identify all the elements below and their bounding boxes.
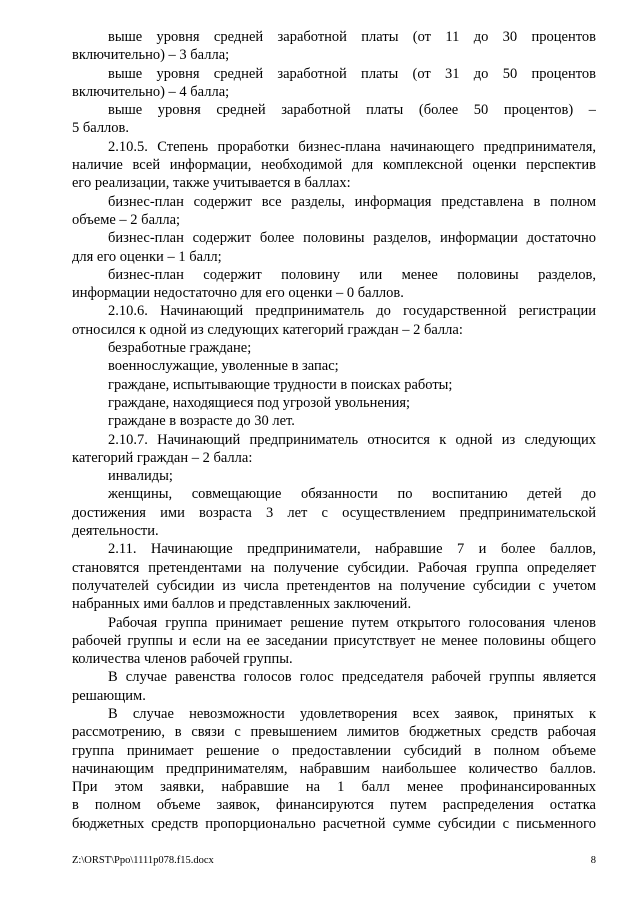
text-line: выше уровня средней заработной платы (от 31 до 50 процентов: [108, 65, 596, 82]
text-line: выше уровня средней заработной платы (более 50 процентов) –: [108, 102, 596, 119]
text-line: граждане, находящиеся под угрозой увольнения;: [108, 394, 411, 411]
text-line: информации недостаточно для его оценки – 0 баллов.: [72, 285, 404, 302]
text-line: получателей субсидии из числа претендентов на получение субсидии с учетом: [72, 577, 596, 594]
file-path: Z:\ORST\Ppo\1111p078.f15.docx: [72, 855, 214, 866]
text-line: 5 баллов.: [72, 120, 130, 137]
text-line: группа принимает решение о предоставлении субсидий в полном объеме: [72, 742, 596, 759]
text-line: граждане, испытывающие трудности в поисках работы;: [108, 376, 453, 393]
page-footer: [72, 855, 596, 866]
text-line: В случае равенства голосов голос председателя рабочей группы является: [108, 669, 596, 686]
text-line: включительно) – 4 балла;: [72, 83, 230, 100]
text-line: бизнес-план содержит половину или менее половины разделов,: [108, 266, 596, 283]
text-line: наличие всей информации, необходимой для комплексной оценки перспектив: [72, 157, 596, 174]
text-line: выше уровня средней заработной платы (от 11 до 30 процентов: [108, 29, 596, 45]
text-line: начинающим предпринимателям, набравшим наибольшее количество баллов.: [72, 760, 596, 777]
text-line: относился к одной из следующих категорий граждан – 2 балла:: [72, 321, 463, 338]
document-body: [72, 28, 596, 833]
text-line: решающим.: [72, 687, 146, 704]
text-line: набранных ими баллов и представленных заключений.: [72, 596, 412, 613]
text-line: включительно) – 3 балла;: [72, 47, 230, 64]
text-line: бюджетных средств пропорционально расчетной сумме субсидии с письменного: [72, 815, 596, 832]
text-line: объеме – 2 балла;: [72, 211, 181, 228]
text-line: инвалиды;: [108, 468, 173, 485]
text-line: для его оценки – 1 балл;: [72, 248, 222, 265]
text-line: категорий граждан – 2 балла:: [72, 449, 253, 466]
text-line: 2.10.6. Начинающий предприниматель до государственной регистрации: [108, 303, 596, 320]
text-line: бизнес-план содержит все разделы, информация представлена в полном: [108, 193, 596, 210]
text-line: количества членов рабочей группы.: [72, 651, 293, 668]
text-line: рабочей группы и если на ее заседании присутствует не менее половины общего: [72, 632, 596, 649]
text-line: деятельности.: [72, 523, 159, 540]
text-line: 2.10.5. Степень проработки бизнес-плана начинающего предпринимателя,: [108, 138, 596, 155]
text-line: бизнес-план содержит более половины разделов, информации достаточно: [108, 230, 596, 247]
text-line: граждане в возрасте до 30 лет.: [108, 413, 295, 430]
text-line: достижения ими возраста 3 лет с осуществлением предпринимательской: [72, 504, 596, 521]
text-line: в полном объеме заявок, финансируются путем распределения остатка: [72, 797, 596, 814]
text-line: женщины, совмещающие обязанности по воспитанию детей до: [108, 486, 596, 503]
text-line: военнослужащие, уволенные в запас;: [108, 358, 339, 375]
text-line: рассмотрению, в связи с превышением лимитов бюджетных средств рабочая: [72, 724, 596, 741]
text-line: При этом заявки, набравшие на 1 балл менее профинансированных: [72, 779, 596, 796]
text-line: 2.10.7. Начинающий предприниматель относится к одной из следующих: [108, 431, 596, 448]
page-number: 8: [590, 855, 596, 866]
text-line: становятся претендентами на получение субсидии. Рабочая группа определяет: [72, 559, 596, 576]
text-line: его реализации, также учитывается в баллах:: [72, 175, 351, 192]
text-line: В случае невозможности удовлетворения всех заявок, принятых к: [108, 705, 596, 722]
text-line: безработные граждане;: [108, 340, 252, 357]
text-line: 2.11. Начинающие предприниматели, набравшие 7 и более баллов,: [108, 541, 596, 558]
text-line: Рабочая группа принимает решение путем открытого голосования членов: [108, 614, 596, 631]
